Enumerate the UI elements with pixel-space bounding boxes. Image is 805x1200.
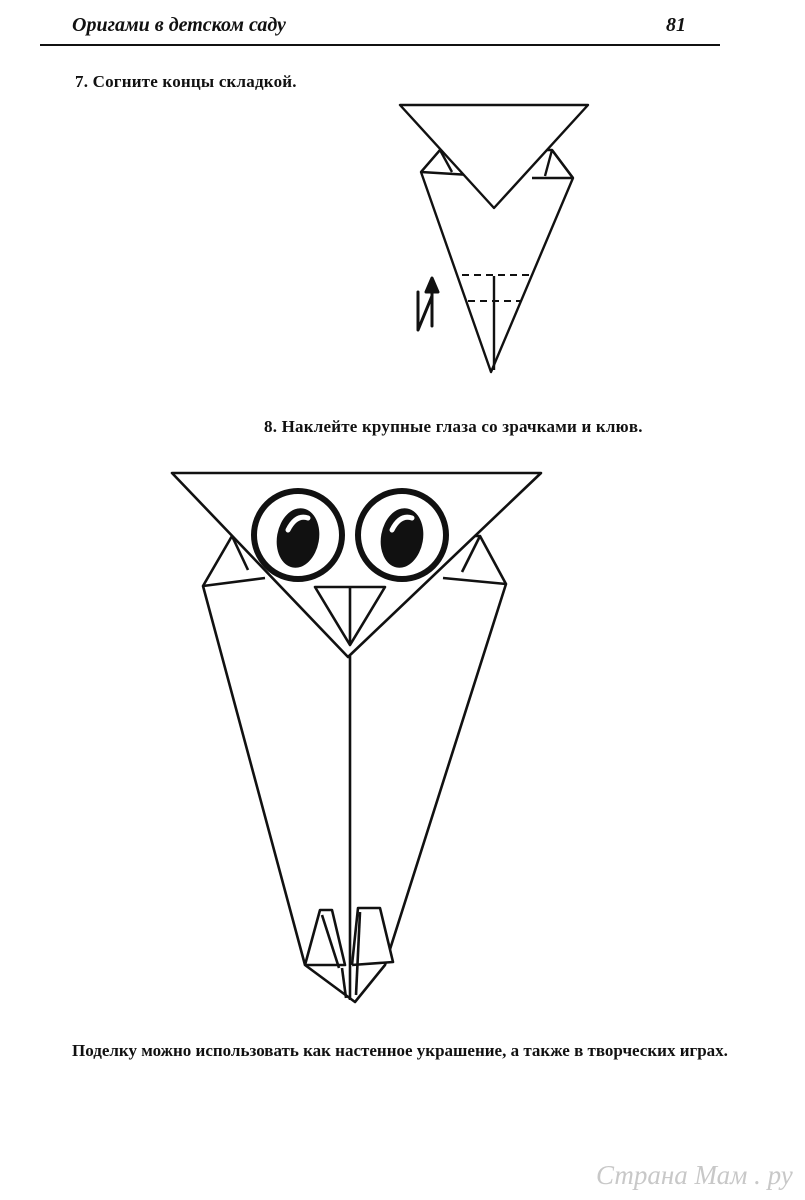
page-number: 81: [666, 14, 686, 36]
owl-right-eye: [358, 491, 446, 579]
step-7-instruction: 7. Согните концы складкой.: [75, 72, 297, 91]
closing-note: Поделку можно использовать как настенное украшение, а также в творческих играх.: [72, 1041, 728, 1060]
watermark: Страна Мам . ру: [596, 1160, 793, 1190]
step-8-instruction: 8. Наклейте крупные глаза со зрачками и клюв.: [264, 417, 643, 436]
running-title: Оригами в детском саду: [72, 14, 286, 36]
owl-left-eye: [254, 491, 342, 579]
